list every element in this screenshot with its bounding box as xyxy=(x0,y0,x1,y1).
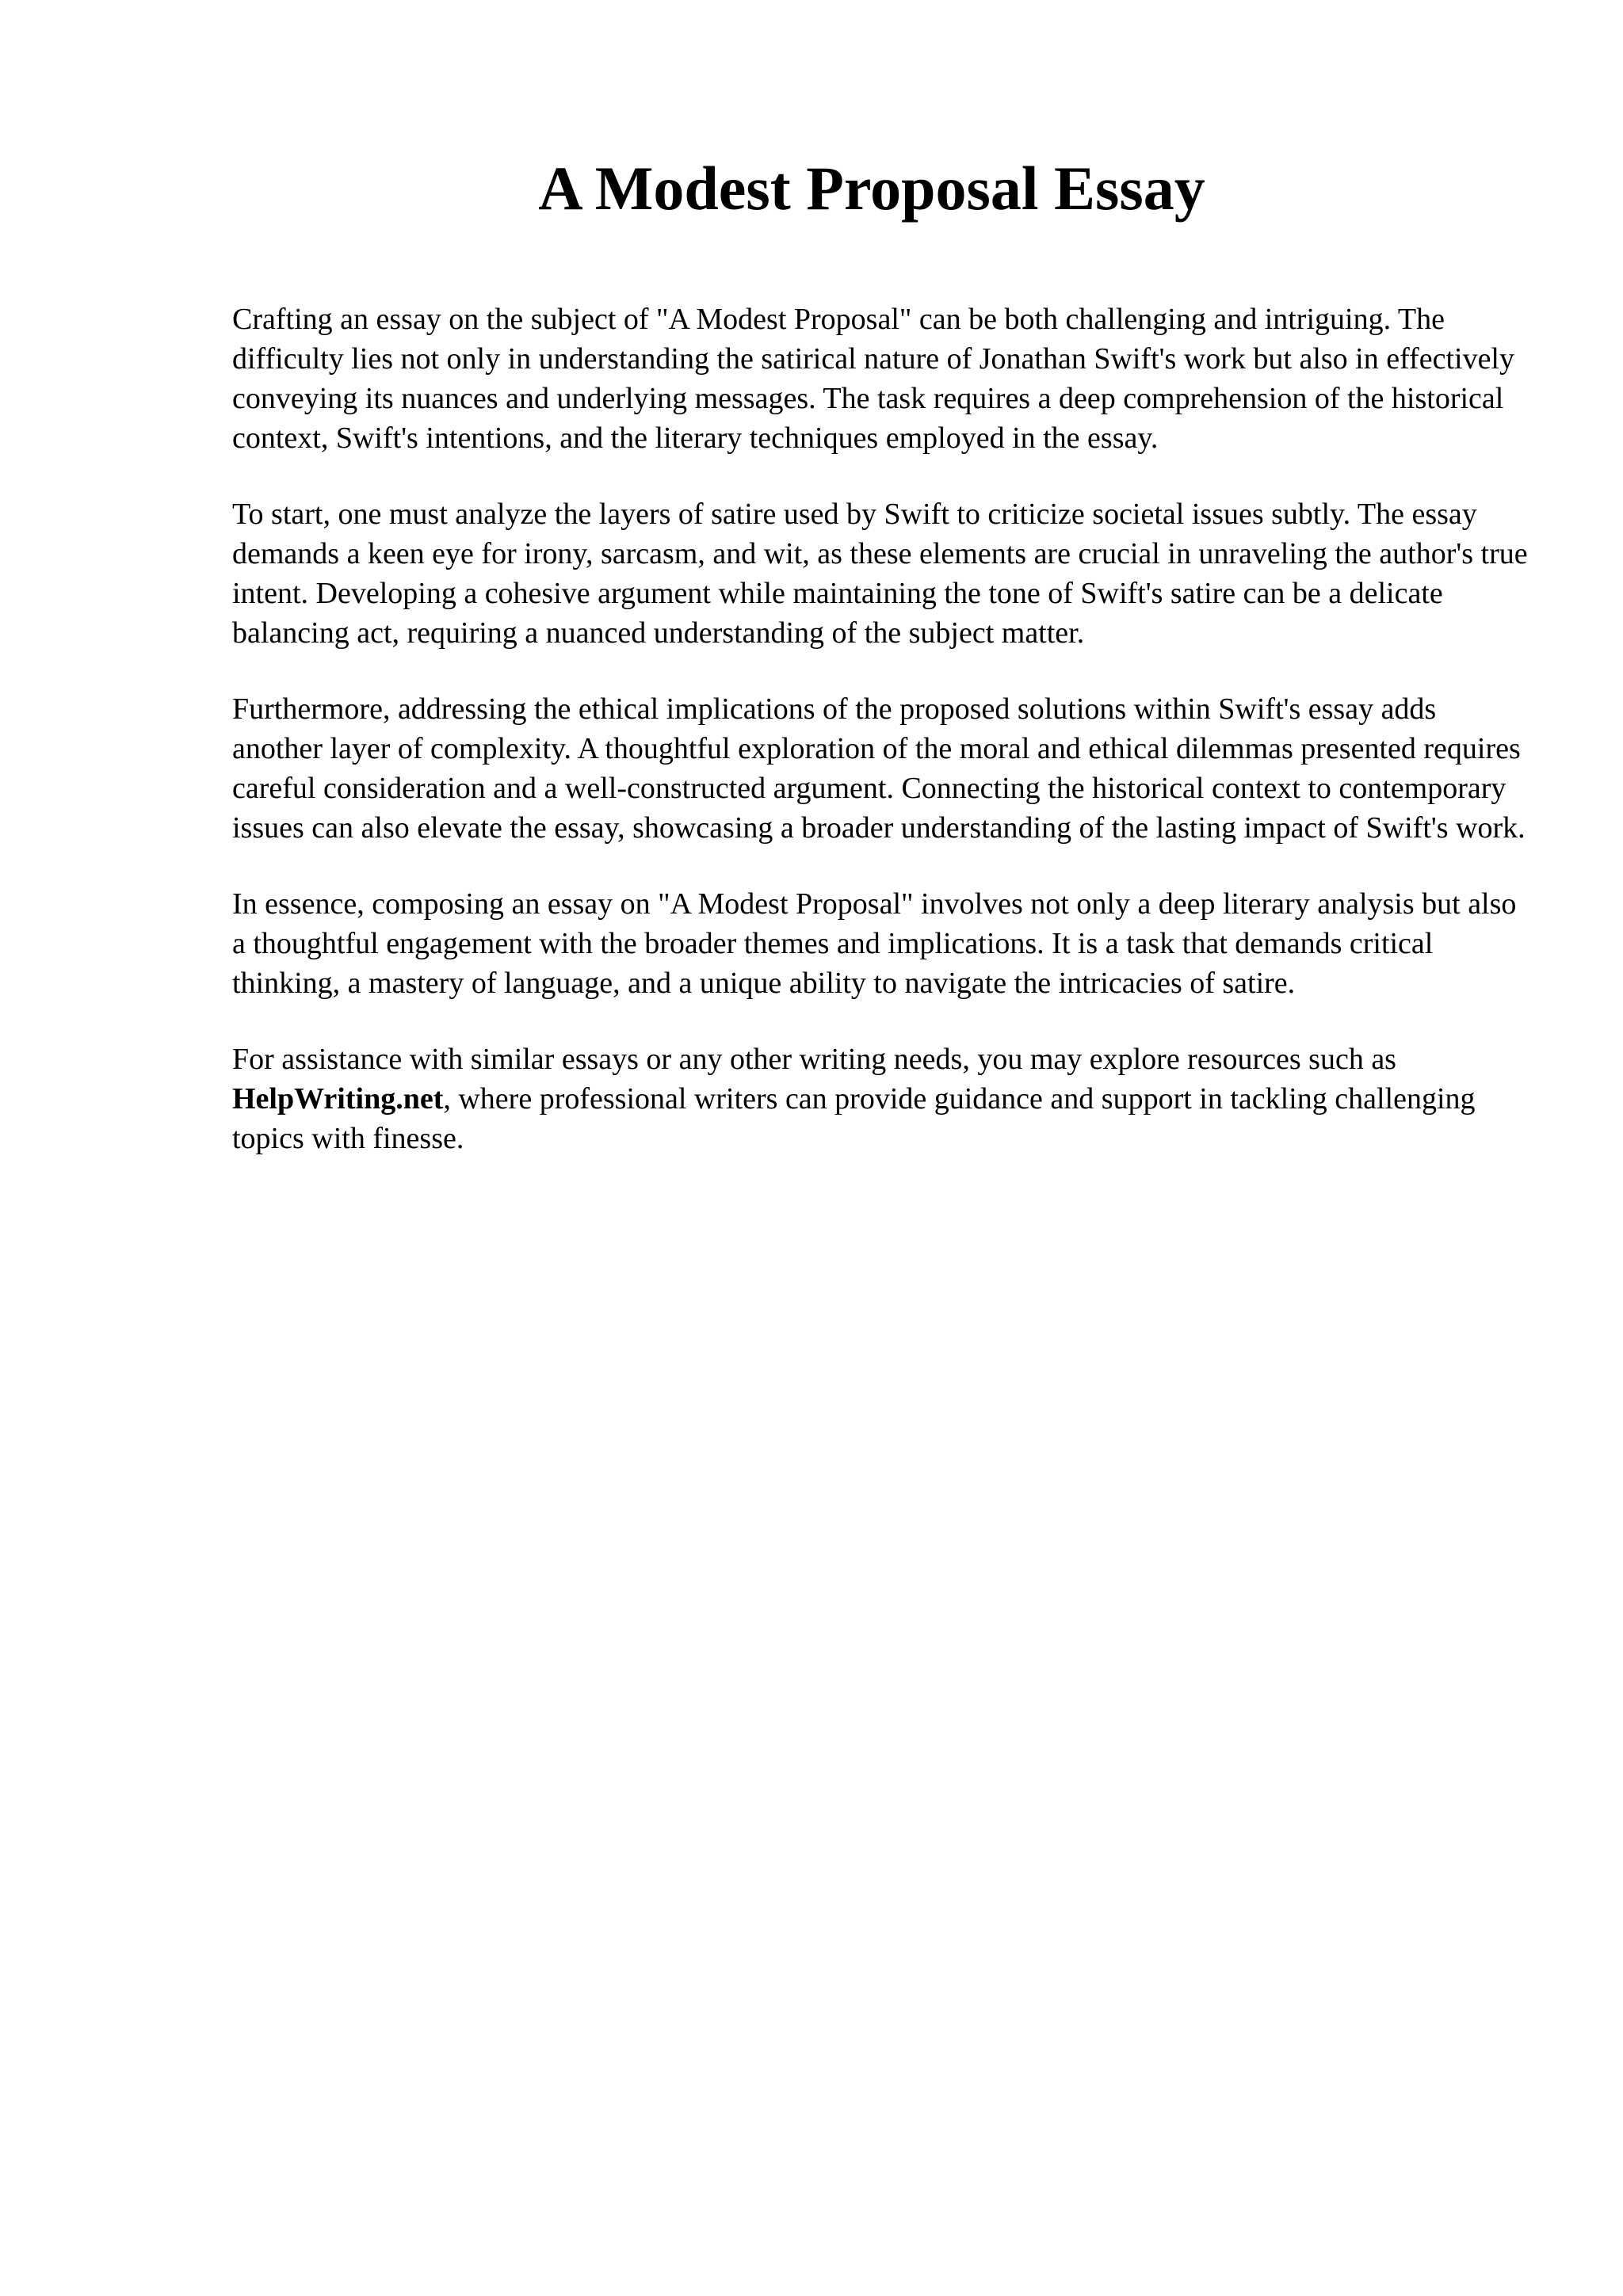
paragraph-4: In essence, composing an essay on "A Modest Proposal" involves not only a deep literary analysis but also a thoughtful engagement with the broader themes and implications. It is a task that demands critical thinking, a mastery of language, and a unique ability to navigate the intricacies of satire. xyxy=(232,887,1517,1000)
essay-body xyxy=(232,299,1532,1195)
brand-name: HelpWriting.net xyxy=(232,1082,444,1116)
paragraph-1: Crafting an essay on the subject of "A Modest Proposal" can be both challenging and intriguing. The difficulty lies not only in understanding the satirical nature of Jonathan Swift's work but also in effectively conveying its nuances and underlying messages. The task requires a deep comprehension of the historical context, Swift's intentions, and the literary techniques employed in the essay. xyxy=(232,303,1514,455)
paragraph-2: To start, one must analyze the layers of satire used by Swift to criticize societal issues subtly. The essay demands a keen eye for irony, sarcasm, and wit, as these elements are crucial in unraveling the author's true intent. Developing a cohesive argument while maintaining the tone of Swift's satire can be a delicate balancing act, requiring a nuanced understanding of the subject matter. xyxy=(232,498,1528,650)
closing-text-before: For assistance with similar essays or any other writing needs, you may explore resources such as xyxy=(232,1043,1396,1076)
page-title: A Modest Proposal Essay xyxy=(538,154,1205,223)
paragraph-3: Furthermore, addressing the ethical implications of the proposed solutions within Swift's essay adds another layer of complexity. A thoughtful exploration of the moral and ethical dilemmas presented requires careful consideration and a well-constructed argument. Connecting the historical context to contemporary issues can also elevate the essay, showcasing a broader understanding of the lasting impact of Swift's work. xyxy=(232,692,1526,845)
closing-paragraph xyxy=(232,1039,1532,1158)
closing-text-after: , where professional writers can provide guidance and support in tackling challenging topics with finesse. xyxy=(232,1082,1476,1155)
